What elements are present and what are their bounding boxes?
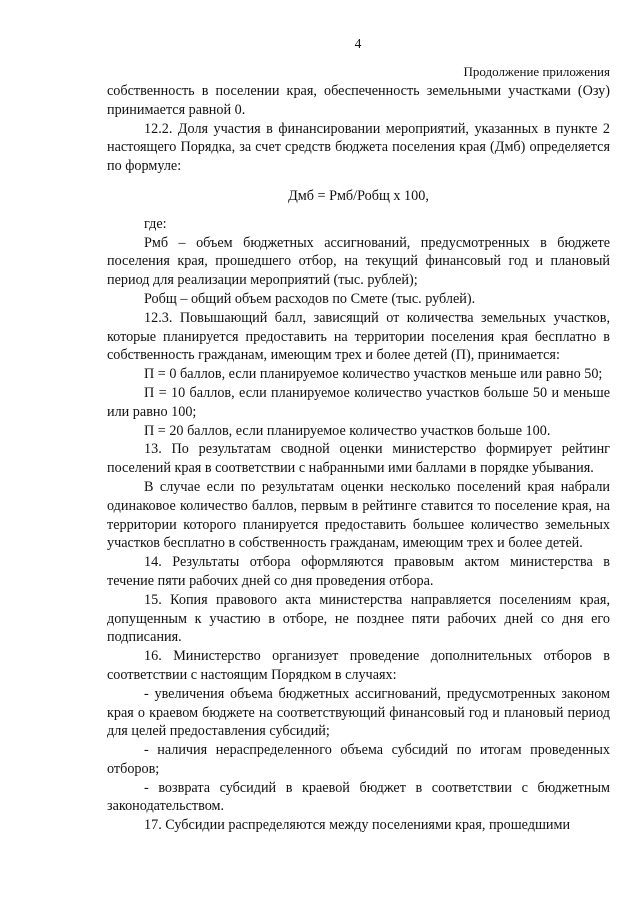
paragraph-14: 14. Результаты отбора оформляются правовым актом министерства в течение пяти рабочих дней со дня проведения отбора. [107, 554, 610, 589]
paragraph-rmb-definition: Рмб – объем бюджетных ассигнований, предусмотренных в бюджете поселения края, прошедшего отбор, на текущий финансовый год и плановый период для реализации мероприятий (тыс. рублей); [107, 234, 610, 289]
paragraph-16-increase: - увеличения объема бюджетных ассигнований, предусмотренных законом края о краевом бюджете на соответствующий финансовый год и плановый период для целей предоставления субсидий; [107, 685, 610, 740]
paragraph-16-return: - возврата субсидий в краевой бюджет в соответствии с бюджетным законодательством. [107, 779, 610, 815]
paragraph-15: 15. Копия правового акта министерства направляется поселениям края, допущенным к участию в отборе, не позднее пяти рабочих дней со дня его подписания. [107, 591, 610, 646]
paragraph-points-20: П = 20 баллов, если планируемое количество участков больше 100. [144, 422, 551, 439]
paragraph-13: 13. По результатам сводной оценки министерство формирует рейтинг поселений края в соответствии с набранными ими баллами в порядке убывания. [107, 441, 610, 477]
paragraph-where: где: [144, 215, 167, 232]
paragraph-12-2: 12.2. Доля участия в финансировании мероприятий, указанных в пункте 2 настоящего Порядка, за счет средств бюджета поселения края (Дмб) определяется по формуле: [107, 120, 610, 175]
page-number: 4 [354, 36, 362, 51]
paragraph-16-unallocated: - наличия нераспределенного объема субсидий по итогам проведенных отборов; [107, 742, 610, 777]
paragraph-17: 17. Субсидии распределяются между поселениями края, прошедшими [144, 817, 571, 834]
paragraph-ozu-continuation: собственность в поселении края, обеспеченность земельными участками (Озу) принимается равной 0. [107, 83, 610, 118]
paragraph-points-10: П = 10 баллов, если планируемое количество участков больше 50 и меньше или равно 100; [107, 384, 610, 420]
document-body [107, 82, 610, 835]
formula-dmb: Дмб = Рмб/Робщ х 100, [288, 187, 429, 204]
paragraph-13-tie: В случае если по результатам оценки несколько поселений края набрали одинаковое количество баллов, первым в рейтинге ставится то поселение края, на территории которого планируется предоставить большее количество земельных участков бесплатно в собственность гражданам, имеющим трех и более детей. [107, 478, 610, 552]
paragraph-12-3: 12.3. Повышающий балл, зависящий от количества земельных участков, которые планируется предоставить на территории поселения края бесплатно в собственность гражданам, имеющим трех и более детей (П), принимается: [107, 309, 610, 364]
continuation-header: Продолжение приложения [463, 64, 610, 79]
paragraph-robshch-definition: Робщ – общий объем расходов по Смете (тыс. рублей). [144, 290, 476, 307]
paragraph-16: 16. Министерство организует проведение дополнительных отборов в соответствии с настоящим Порядком в случаях: [107, 648, 610, 683]
paragraph-points-0: П = 0 баллов, если планируемое количество участков меньше или равно 50; [144, 366, 603, 383]
